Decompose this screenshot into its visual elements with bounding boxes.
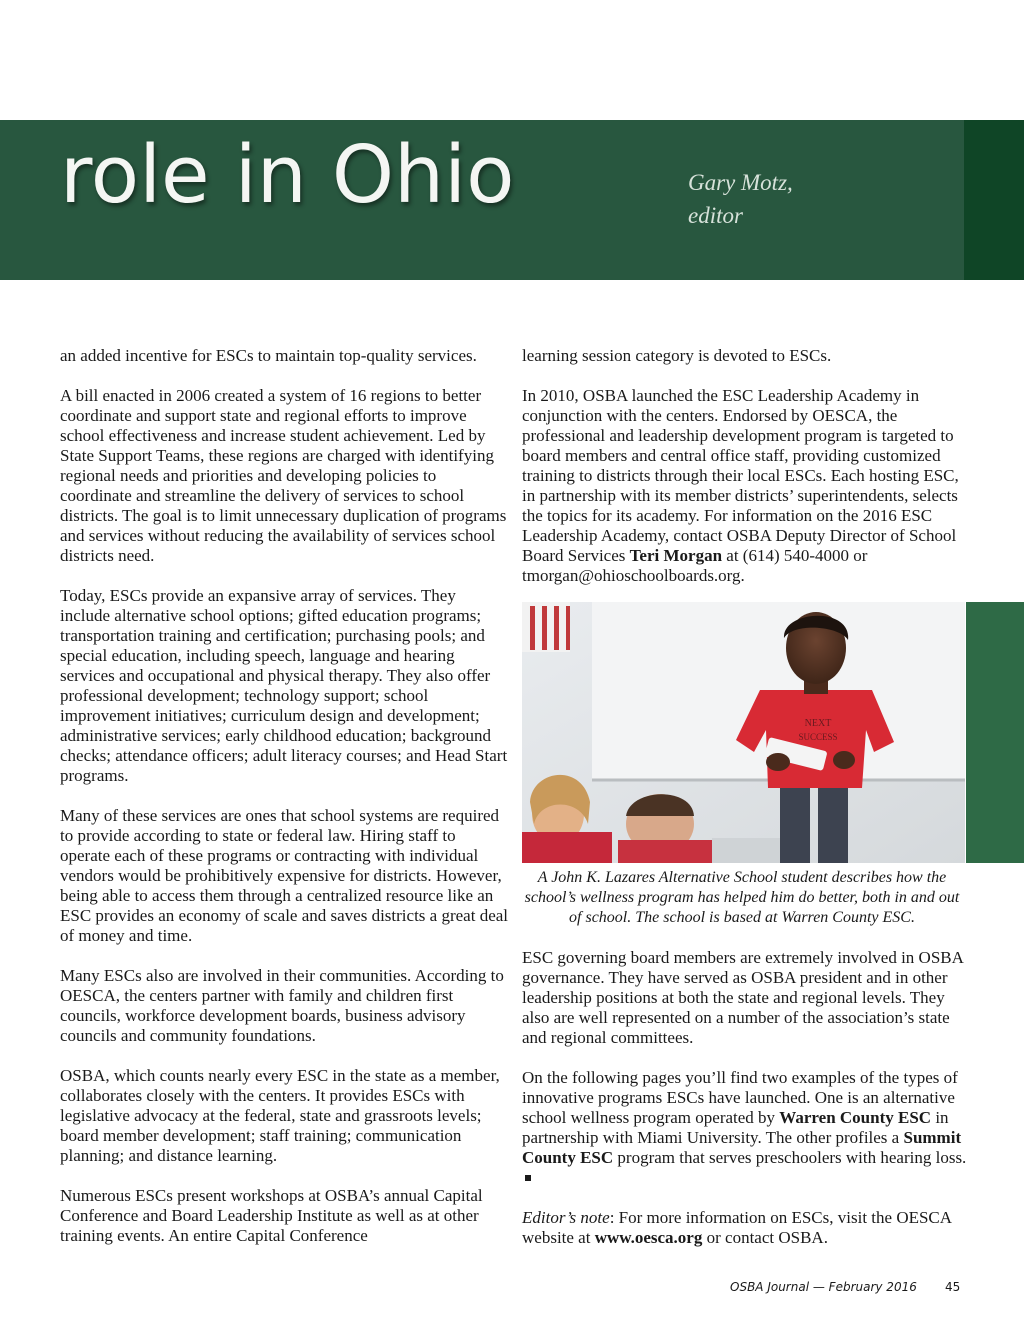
paragraph-text: In 2010, OSBA launched the ESC Leadership Academy in conjunction with the centers. Endorsed by OESCA, the professional and leadership development program is targeted to board members and central office staff, providing customized training to districts through their local ESCs. Each hosting ESC, in partnership with its member districts’ superintendents, selects the topics for its academy. For information on the 2016 ESC Leadership Academy, contact OSBA Deputy Director of School Board Services — [522, 386, 959, 565]
left-paragraph-6: OSBA, which counts nearly every ESC in the state as a member, collaborates closely with the centers. It provides ESCs with legislative advocacy at the federal, state and grassroots levels; board member development; staff training; communication planning; and distance learning. — [60, 1066, 500, 1165]
left-column — [60, 346, 508, 1266]
paragraph-text: or contact OSBA. — [702, 1228, 828, 1247]
byline-role: editor — [688, 203, 743, 228]
banner-edge-stripe — [964, 120, 1024, 280]
paragraph-text: in partnership with Miami University. The other profiles a — [522, 1108, 949, 1147]
caption-line-2: school’s wellness program has helped him do better, both in and out — [524, 889, 960, 906]
left-paragraph-2: A bill enacted in 2006 created a system of 16 regions to better coordinate and support state and regional efforts to improve school effectiveness and increase student achievement. Led by State Support Teams, these regions are charged with identifying regional needs and priorities and developing policies to coordinate and streamline the delivery of services to school districts. The goal is to limit unnecessary duplication of programs and services without reducing the availability of services school districts need. — [60, 386, 507, 565]
right-paragraph-3: ESC governing board members are extremely involved in OSBA governance. They have served as OSBA president and in other leadership positions at both the state and regional levels. They also are well represented on a number of the association’s state and regional committees. — [522, 948, 963, 1047]
page-title: role in Ohio — [60, 129, 515, 221]
page-number: 45 — [945, 1280, 961, 1294]
editors-note-label: Editor’s note — [522, 1208, 610, 1227]
right-paragraph-4 — [522, 1068, 970, 1188]
shirt-text-line2: SUCCESS — [798, 732, 838, 742]
left-paragraph-3: Today, ESCs provide an expansive array of services. They include alternative school options; gifted education programs; transportation training and certification; purchasing pools; and special education, including speech, language and hearing services and occupational and physical therapy. They also offer professional development; technology support; school improvement initiatives; curriculum design and development; administrative services; early childhood education; background checks; attendance officers; adult literacy courses; and Head Start programs. — [60, 586, 508, 785]
right-paragraph-5 — [522, 1208, 970, 1248]
flag-graphic — [522, 602, 570, 652]
footer-publication: OSBA Journal — February 2016 — [730, 1280, 917, 1294]
paragraph-text: at (614) 540-4000 or tmorgan@ohioschoolboards.org. — [522, 546, 868, 585]
paragraph-text: : For more information on ESCs, visit the OESCA website at — [522, 1208, 952, 1247]
caption-line-3: of school. The school is based at Warren County ESC. — [569, 909, 915, 926]
byline-name: Gary Motz, — [688, 170, 793, 195]
right-column-top — [522, 346, 970, 606]
left-paragraph-1: an added incentive for ESCs to maintain top-quality services. — [60, 346, 477, 365]
end-mark-icon — [525, 1175, 531, 1181]
warren-county-esc: Warren County ESC — [779, 1108, 932, 1127]
paragraph-text: program that serves preschoolers with hearing loss. — [613, 1148, 967, 1167]
student-photo — [522, 602, 965, 863]
paragraph-text: On the following pages you’ll find two examples of the types of innovative programs ESCs have launched. One is an alternative school wellness program operated by — [522, 1068, 958, 1127]
side-accent-tab — [966, 602, 1024, 863]
shirt-text-line1: NEXT — [804, 718, 832, 729]
right-paragraph-1: learning session category is devoted to ESCs. — [522, 346, 832, 365]
oesca-website-link[interactable]: www.oesca.org — [594, 1228, 703, 1247]
left-paragraph-7: Numerous ESCs present workshops at OSBA’s annual Capital Conference and Board Leadership Institute as well as at other training events. An entire Capital Conference — [60, 1186, 483, 1245]
byline — [688, 166, 793, 232]
right-column-bottom — [522, 948, 970, 1268]
contact-name: Teri Morgan — [629, 546, 723, 565]
left-paragraph-5: Many ESCs also are involved in their communities. According to OESCA, the centers partner with family and children first councils, workforce development boards, business advisory councils and community foundations. — [60, 966, 504, 1045]
caption-line-1: A John K. Lazares Alternative School student describes how the — [537, 869, 947, 886]
right-paragraph-2 — [522, 386, 970, 586]
photo-caption — [522, 868, 962, 928]
summit-county-esc: Summit County ESC — [522, 1128, 962, 1167]
left-paragraph-4: Many of these services are ones that school systems are required to provide according to state or federal law. Hiring staff to operate each of these programs or contracting with individual vendors would be prohibitively expensive for districts. However, being able to access them through a centralized resource like an ESC provides an economy of scale and saves districts a great deal of money and time. — [60, 806, 509, 945]
